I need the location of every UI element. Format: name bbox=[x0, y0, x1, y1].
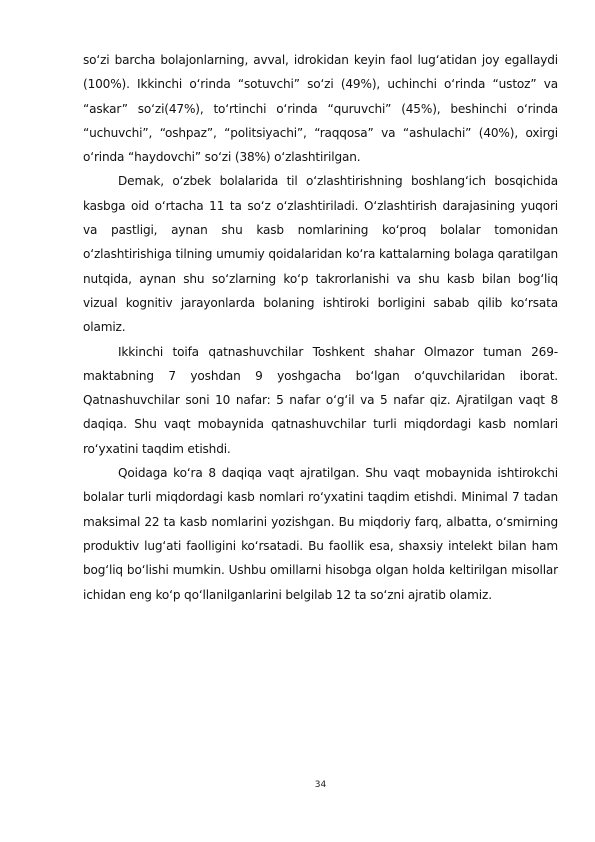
page-number: 34 bbox=[314, 780, 327, 790]
paragraph-3: Ikkinchi toifa qatnashuvchilar Toshkent shahar Olmazor tuman 269-maktabning 7 yoshdan 9 yoshgacha bo‘lgan o‘quvchilaridan iborat. Qatnashuvchilar soni 10 nafar: 5 nafar o‘g‘il va 5 nafar qiz. Ajratilgan vaqt 8 daqiqa. Shu vaqt mobaynida qatnashuvchilar turli miqdordagi kasb nomlari ro‘yxatini taqdim etishdi. bbox=[83, 344, 558, 456]
paragraph-2: Demak, o‘zbek bolalarida til o‘zlashtirishning boshlang‘ich bosqichida kasbga oid o‘rtacha 11 ta so‘z o‘zlashtiriladi. O‘zlashtirish darajasining yuqori va pastligi, aynan shu kasb nomlarining ko‘proq bolalar tomonidan o‘zlashtirishiga tilning umumiy qoidalaridan ko‘ra kattalarning bolaga qaratilgan nutqida, aynan shu so‘zlarning ko‘p takrorlanishi va shu kasb bilan bog‘liq vizual kognitiv jarayonlarda bolaning ishtiroki borligini sabab qilib ko‘rsata olamiz. bbox=[83, 174, 558, 335]
body-text bbox=[83, 48, 558, 607]
paragraph-4: Qoidaga ko‘ra 8 daqiqa vaqt ajratilgan. Shu vaqt mobaynida ishtirokchi bolalar turli miqdordagi kasb nomlari ro‘yxatini taqdim etishdi. Minimal 7 tadan maksimal 22 ta kasb nomlarini yozishgan. Bu miqdoriy farq, albatta, o‘smirning produktiv lug‘ati faolligini ko‘rsatadi. Bu faollik esa, shaxsiy intelekt bilan ham bog‘liq bo‘lishi mumkin. Ushbu omillarni hisobga olgan holda keltirilgan misollar ichidan eng ko‘p qo‘llanilganlarini belgilab 12 ta so‘zni ajratib olamiz. bbox=[83, 466, 558, 602]
paragraph-1: so‘zi barcha bolajonlarning, avval, idrokidan keyin faol lug‘atidan joy egallaydi (100%). Ikkinchi o‘rinda “sotuvchi” so‘zi (49%), uchinchi o‘rinda “ustoz” va “askar” so‘zi(47%), to‘rtinchi o‘rinda “quruvchi” (45%), beshinchi o‘rinda “uchuvchi”, “oshpaz”, “politsiyachi”, “raqqosa” va “ashulachi” (40%), oxirgi o‘rinda “haydovchi” so‘zi (38%) o‘zlashtirilgan. bbox=[83, 53, 558, 165]
